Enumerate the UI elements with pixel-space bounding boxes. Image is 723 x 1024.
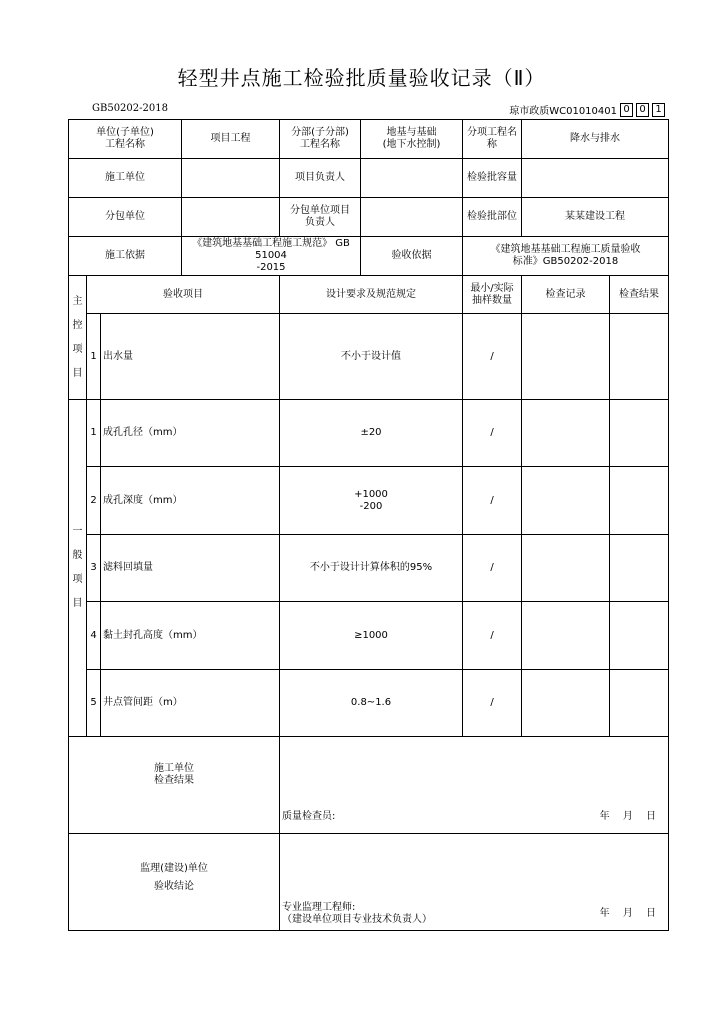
column-design-header: 设计要求及规范规定 bbox=[280, 276, 463, 314]
subcontract-unit-value[interactable] bbox=[182, 198, 280, 237]
item-sample-count[interactable]: / bbox=[463, 467, 522, 535]
batch-part-value[interactable]: 某某建设工程 bbox=[522, 198, 669, 237]
supervision-check-date: 年 月 日 bbox=[599, 908, 656, 919]
item-check-record[interactable] bbox=[522, 602, 610, 670]
supervision-engineer-label: 专业监理工程师: （建设单位项目专业技术负责人） bbox=[282, 902, 432, 925]
item-design-requirement: 不小于设计计算体积的95% bbox=[280, 535, 463, 602]
construction-check-area[interactable] bbox=[280, 737, 669, 834]
item-sample-count[interactable]: / bbox=[463, 400, 522, 467]
item-number: 1 bbox=[87, 314, 101, 400]
construction-unit-value[interactable] bbox=[182, 159, 280, 198]
acceptance-basis-label: 验收依据 bbox=[361, 237, 463, 276]
unit-name-label: 单位(子单位) 工程名称 bbox=[69, 120, 182, 159]
batch-part-label: 检验批部位 bbox=[463, 198, 522, 237]
subcontract-leader-value[interactable] bbox=[361, 198, 463, 237]
unit-name-value[interactable]: 项目工程 bbox=[182, 120, 280, 159]
item-sample-count[interactable]: / bbox=[463, 314, 522, 400]
supervision-check-title: 监理(建设)单位 验收结论 bbox=[69, 834, 280, 931]
subcontract-unit-label: 分包单位 bbox=[69, 198, 182, 237]
subitem-name-label: 分项工程名称 bbox=[463, 120, 522, 159]
column-result-header: 检查结果 bbox=[610, 276, 669, 314]
table-row bbox=[69, 467, 669, 535]
item-design-requirement: 0.8~1.6 bbox=[280, 670, 463, 737]
item-design-requirement: +1000 -200 bbox=[280, 467, 463, 535]
item-check-result[interactable] bbox=[610, 467, 669, 535]
construction-basis-label: 施工依据 bbox=[69, 237, 182, 276]
general-group-label: 一 般 项 目 bbox=[69, 400, 87, 737]
quality-inspector-label: 质量检查员: bbox=[282, 811, 336, 822]
item-number: 3 bbox=[87, 535, 101, 602]
part-name-label: 分部(子分部) 工程名称 bbox=[280, 120, 361, 159]
item-name: 出水量 bbox=[101, 314, 280, 400]
item-sample-count[interactable]: / bbox=[463, 602, 522, 670]
table-row bbox=[69, 535, 669, 602]
item-number: 1 bbox=[87, 400, 101, 467]
table-row bbox=[69, 400, 669, 467]
form-code-box-3[interactable]: 1 bbox=[652, 103, 665, 117]
batch-capacity-label: 检验批容量 bbox=[463, 159, 522, 198]
standard-code: GB50202-2018 bbox=[92, 103, 168, 114]
form-code-box-2[interactable]: 0 bbox=[636, 103, 649, 117]
main-control-group-label: 主 控 项 目 bbox=[69, 276, 87, 400]
item-number: 2 bbox=[87, 467, 101, 535]
item-check-record[interactable] bbox=[522, 400, 610, 467]
column-item-header: 验收项目 bbox=[87, 276, 280, 314]
item-name: 成孔孔径（mm） bbox=[101, 400, 280, 467]
item-name: 黏土封孔高度（mm） bbox=[101, 602, 280, 670]
acceptance-basis-value[interactable]: 《建筑地基基础工程施工质量验收 标准》GB50202-2018 bbox=[463, 237, 669, 276]
batch-capacity-value[interactable] bbox=[522, 159, 669, 198]
item-design-requirement: ≥1000 bbox=[280, 602, 463, 670]
subitem-name-value[interactable]: 降水与排水 bbox=[522, 120, 669, 159]
item-check-record[interactable] bbox=[522, 314, 610, 400]
item-design-requirement: ±20 bbox=[280, 400, 463, 467]
column-sample-header: 最小/实际 抽样数量 bbox=[463, 276, 522, 314]
construction-unit-label: 施工单位 bbox=[69, 159, 182, 198]
subcontract-leader-label: 分包单位项目 负责人 bbox=[280, 198, 361, 237]
part-name-value[interactable]: 地基与基础 (地下水控制) bbox=[361, 120, 463, 159]
project-leader-value[interactable] bbox=[361, 159, 463, 198]
form-code-prefix: 琼市政质WC01010401 bbox=[509, 106, 617, 117]
form-code bbox=[509, 102, 665, 117]
form-code-box-1[interactable]: 0 bbox=[620, 103, 633, 117]
project-leader-label: 项目负责人 bbox=[280, 159, 361, 198]
item-sample-count[interactable]: / bbox=[463, 535, 522, 602]
table-row bbox=[69, 670, 669, 737]
page-title: 轻型井点施工检验批质量验收记录（Ⅱ） bbox=[177, 66, 546, 90]
item-name: 井点管间距（m） bbox=[101, 670, 280, 737]
construction-check-title: 施工单位 检查结果 bbox=[69, 737, 280, 834]
item-check-result[interactable] bbox=[610, 535, 669, 602]
item-name: 成孔深度（mm） bbox=[101, 467, 280, 535]
item-check-result[interactable] bbox=[610, 314, 669, 400]
inspection-record-table bbox=[68, 119, 669, 931]
item-number: 4 bbox=[87, 602, 101, 670]
column-record-header: 检查记录 bbox=[522, 276, 610, 314]
item-check-result[interactable] bbox=[610, 602, 669, 670]
item-number: 5 bbox=[87, 670, 101, 737]
item-check-record[interactable] bbox=[522, 535, 610, 602]
construction-basis-value[interactable]: 《建筑地基基础工程施工规范》 GB 51004 -2015 bbox=[182, 237, 361, 276]
item-name: 滤料回填量 bbox=[101, 535, 280, 602]
item-check-record[interactable] bbox=[522, 670, 610, 737]
table-row bbox=[69, 602, 669, 670]
item-sample-count[interactable]: / bbox=[463, 670, 522, 737]
item-check-result[interactable] bbox=[610, 400, 669, 467]
item-design-requirement: 不小于设计值 bbox=[280, 314, 463, 400]
item-check-result[interactable] bbox=[610, 670, 669, 737]
supervision-check-area[interactable] bbox=[280, 834, 669, 931]
construction-check-date: 年 月 日 bbox=[599, 811, 656, 822]
table-row bbox=[69, 314, 669, 400]
item-check-record[interactable] bbox=[522, 467, 610, 535]
